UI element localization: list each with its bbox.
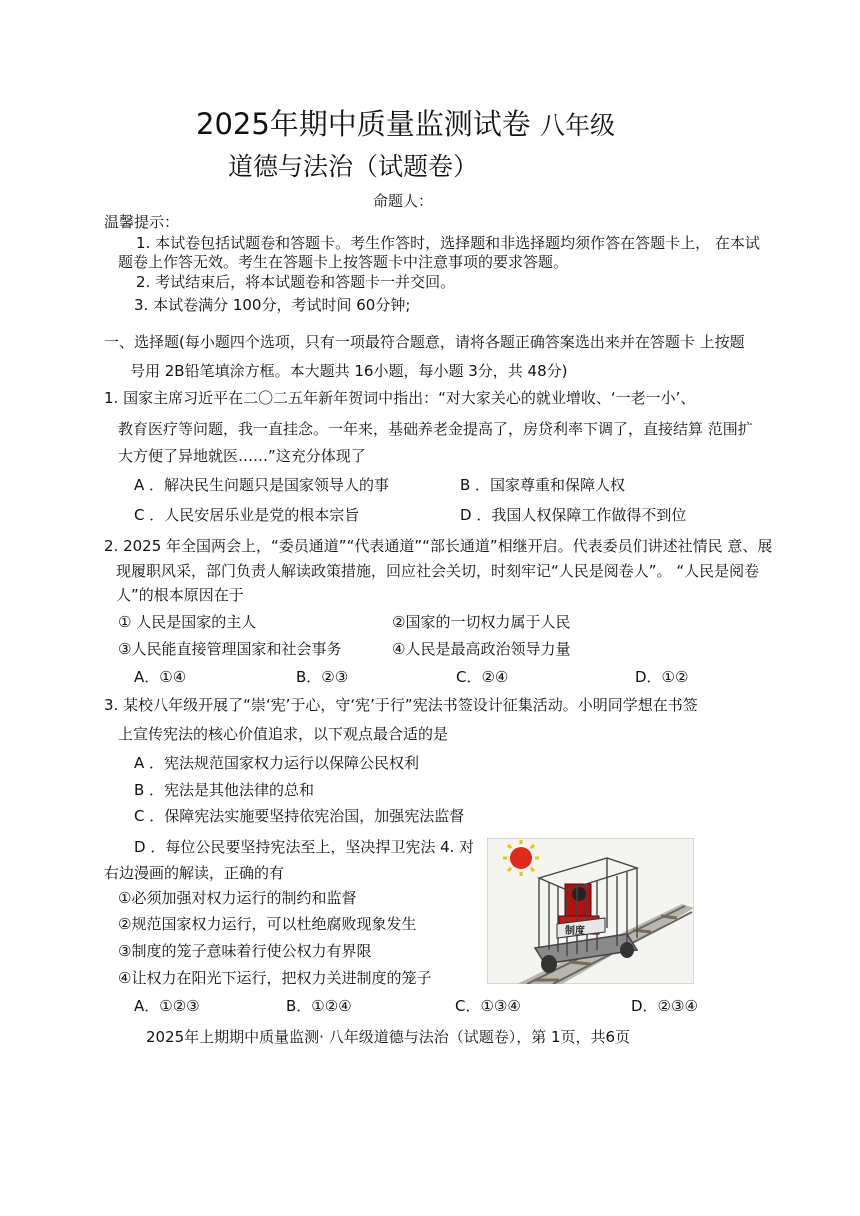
q4-statement-3: ③制度的笼子意味着行使公权力有界限: [118, 942, 372, 960]
q3-stem-line-1: 3. 某校八年级开展了“崇‘宪’于心，守‘宪’于行”宪法书签设计征集活动。小明同学想在书签: [104, 696, 698, 714]
cage-label: 制度: [565, 926, 585, 937]
q2-option-d: D．①②: [635, 668, 689, 686]
q1-stem-line-1: 1. 国家主席习近平在二〇二五年新年贺词中指出：“对大家关心的就业增收、‘一老一小’、: [104, 389, 696, 407]
title-grade: 八年级: [540, 111, 616, 140]
q1-option-c: C ．人民安居乐业是党的根本宗旨: [134, 506, 360, 524]
notice-item-1-line-1: 1. 本试卷包括试题卷和答题卡。考生作答时，选择题和非选择题均须作答在答题卡上， 在本试: [136, 234, 760, 252]
section-heading-line-1: 一、选择题(每小题四个选项，只有一项最符合题意，请将各题正确答案选出来并在答题卡 上按题: [104, 333, 745, 351]
q2-stem-line-3: 人”的根本原因在于: [116, 586, 244, 604]
author-label: 命题人：: [373, 192, 434, 210]
q3-option-a: A ．宪法规范国家权力运行以保障公民权利: [134, 754, 420, 772]
notice-item-1-line-2: 题卷上作答无效。考生在答题卡上按答题卡中注意事项的要求答题。: [118, 253, 569, 271]
page-footer: 2025年上期期中质量监测· 八年级道德与法治（试题卷），第 1页，共6页: [146, 1028, 631, 1046]
q1-stem-line-3: 大方便了异地就医……”这充分体现了: [118, 447, 366, 465]
section-heading-line-2: 号用 2B铅笔填涂方框。本大题共 16小题，每小题 3分，共 48分): [130, 362, 568, 380]
q1-option-b: B ．国家尊重和保障人权: [460, 476, 626, 494]
q3-option-c: C ．保障宪法实施要坚持依宪治国，加强宪法监督: [134, 807, 465, 825]
q4-option-a: A．①②③: [134, 997, 200, 1015]
q3-stem-line-2: 上宣传宪法的核心价值追求，以下观点最合适的是: [118, 725, 449, 743]
cage-cartoon-illustration: [487, 838, 694, 984]
page-title: [196, 106, 615, 144]
q4-stem-line-2: 右边漫画的解读，正确的有: [104, 864, 285, 882]
q4-statement-4: ④让权力在阳光下运行，把权力关进制度的笼子: [118, 969, 432, 987]
title-main: 2025年期中质量监测试卷: [196, 107, 531, 141]
q2-stem-line-2: 现履职风采，部门负责人解读政策措施，回应社会关切，时刻牢记“人民是阅卷人”。 “人民是阅卷: [116, 562, 760, 580]
q4-option-c: C．①③④: [455, 997, 521, 1015]
q2-option-b: B．②③: [296, 668, 349, 686]
q2-option-c: C．②④: [456, 668, 509, 686]
q2-statement-3: ③人民能直接管理国家和社会事务: [118, 640, 342, 658]
q1-option-a: A ．解决民生问题只是国家领导人的事: [134, 476, 390, 494]
q4-option-b: B．①②④: [286, 997, 352, 1015]
q2-statement-4: ④人民是最高政治领导力量: [392, 640, 571, 658]
q4-option-d: D．②③④: [631, 997, 698, 1015]
q4-statement-2: ②规范国家权力运行，可以杜绝腐败现象发生: [118, 915, 417, 933]
q2-statement-1: ① 人民是国家的主人: [118, 613, 257, 631]
q4-statement-1: ①必须加强对权力运行的制约和监督: [118, 889, 357, 907]
q3-option-b: B ．宪法是其他法律的总和: [134, 781, 315, 799]
notice-item-2: 2. 考试结束后，将本试题卷和答题卡一并交回。: [136, 273, 456, 291]
q1-option-d: D ．我国人权保障工作做得不到位: [460, 506, 687, 524]
q2-stem-line-1: 2. 2025 年全国两会上，“委员通道”“代表通道”“部长通道”相继开启。代表委员们讲述社情民 意、展: [104, 537, 773, 555]
q2-option-a: A．①④: [134, 668, 187, 686]
q3-option-d-and-q4-start: D ．每位公民要坚持宪法至上，坚决捍卫宪法 4. 对: [134, 838, 475, 856]
page-subtitle: 道德与法治（试题卷）: [228, 152, 479, 181]
q2-statement-2: ②国家的一切权力属于人民: [392, 613, 571, 631]
q1-stem-line-2: 教育医疗等问题，我一直挂念。一年来，基础养老金提高了，房贷利率下调了，直接结算 范围扩: [118, 420, 753, 438]
notice-item-3: 3. 本试卷满分 100分，考试时间 60分钟;: [134, 296, 411, 314]
notice-heading: 温馨提示：: [104, 213, 180, 231]
